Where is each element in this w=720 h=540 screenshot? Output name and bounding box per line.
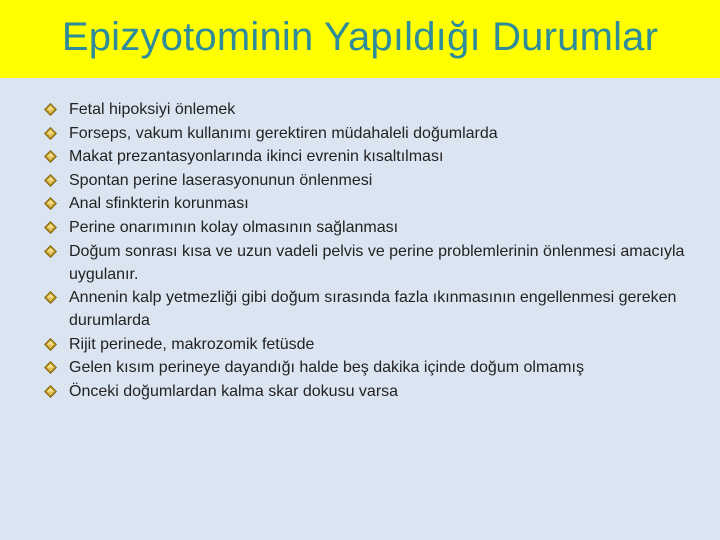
- slide-title: Epizyotominin Yapıldığı Durumlar: [61, 14, 659, 59]
- list-item-text: Önceki doğumlardan kalma skar dokusu varsa: [69, 382, 399, 400]
- list-item-text: Fetal hipoksiyi önlemek: [69, 101, 236, 118]
- list-item-text: Makat prezantasyonlarında ikinci evrenin kısaltılması: [69, 148, 444, 166]
- list-item: [44, 216, 704, 239]
- list-item: [44, 380, 704, 403]
- list-item-text: Rijit perinede, makrozomik fetüsde: [69, 335, 315, 353]
- gold-diamond-bullet-icon: [44, 385, 57, 398]
- list-item: [44, 192, 704, 215]
- list-item: [44, 333, 704, 356]
- list-item: [44, 145, 704, 168]
- gold-diamond-bullet-icon: [44, 150, 57, 163]
- list-item-text: Spontan perine laserasyonunun önlenmesi: [69, 171, 373, 189]
- list-item-text: Perine onarımının kolay olmasının sağlanması: [69, 218, 399, 236]
- list-item: [44, 169, 704, 192]
- gold-diamond-bullet-icon: [44, 221, 57, 234]
- bullet-list: [44, 98, 704, 404]
- gold-diamond-bullet-icon: [44, 127, 57, 140]
- list-item: [44, 98, 704, 121]
- gold-diamond-bullet-icon: [44, 197, 57, 210]
- gold-diamond-bullet-icon: [44, 174, 57, 187]
- gold-diamond-bullet-icon: [44, 338, 57, 351]
- list-item-text: Doğum sonrası kısa ve uzun vadeli pelvis ve perine problemlerinin önlenmesi amacıyla uygulanır.: [69, 242, 685, 283]
- list-item-text: Forseps, vakum kullanımı gerektiren müdahaleli doğumlarda: [69, 124, 498, 142]
- list-item: [44, 122, 704, 145]
- list-item-text: Annenin kalp yetmezliği gibi doğum sırasında fazla ıkınmasının engellenmesi gereken durumlarda: [69, 289, 677, 330]
- list-item-text: Anal sfinkterin korunması: [69, 195, 249, 213]
- list-item: [44, 286, 704, 332]
- title-bar: [0, 0, 720, 78]
- list-item-text: Gelen kısım perineye dayandığı halde beş dakika içinde doğum olmamış: [69, 359, 584, 377]
- list-item: [44, 356, 704, 379]
- gold-diamond-bullet-icon: [44, 103, 57, 116]
- gold-diamond-bullet-icon: [44, 245, 57, 258]
- list-item: [44, 240, 704, 286]
- gold-diamond-bullet-icon: [44, 361, 57, 374]
- gold-diamond-bullet-icon: [44, 291, 57, 304]
